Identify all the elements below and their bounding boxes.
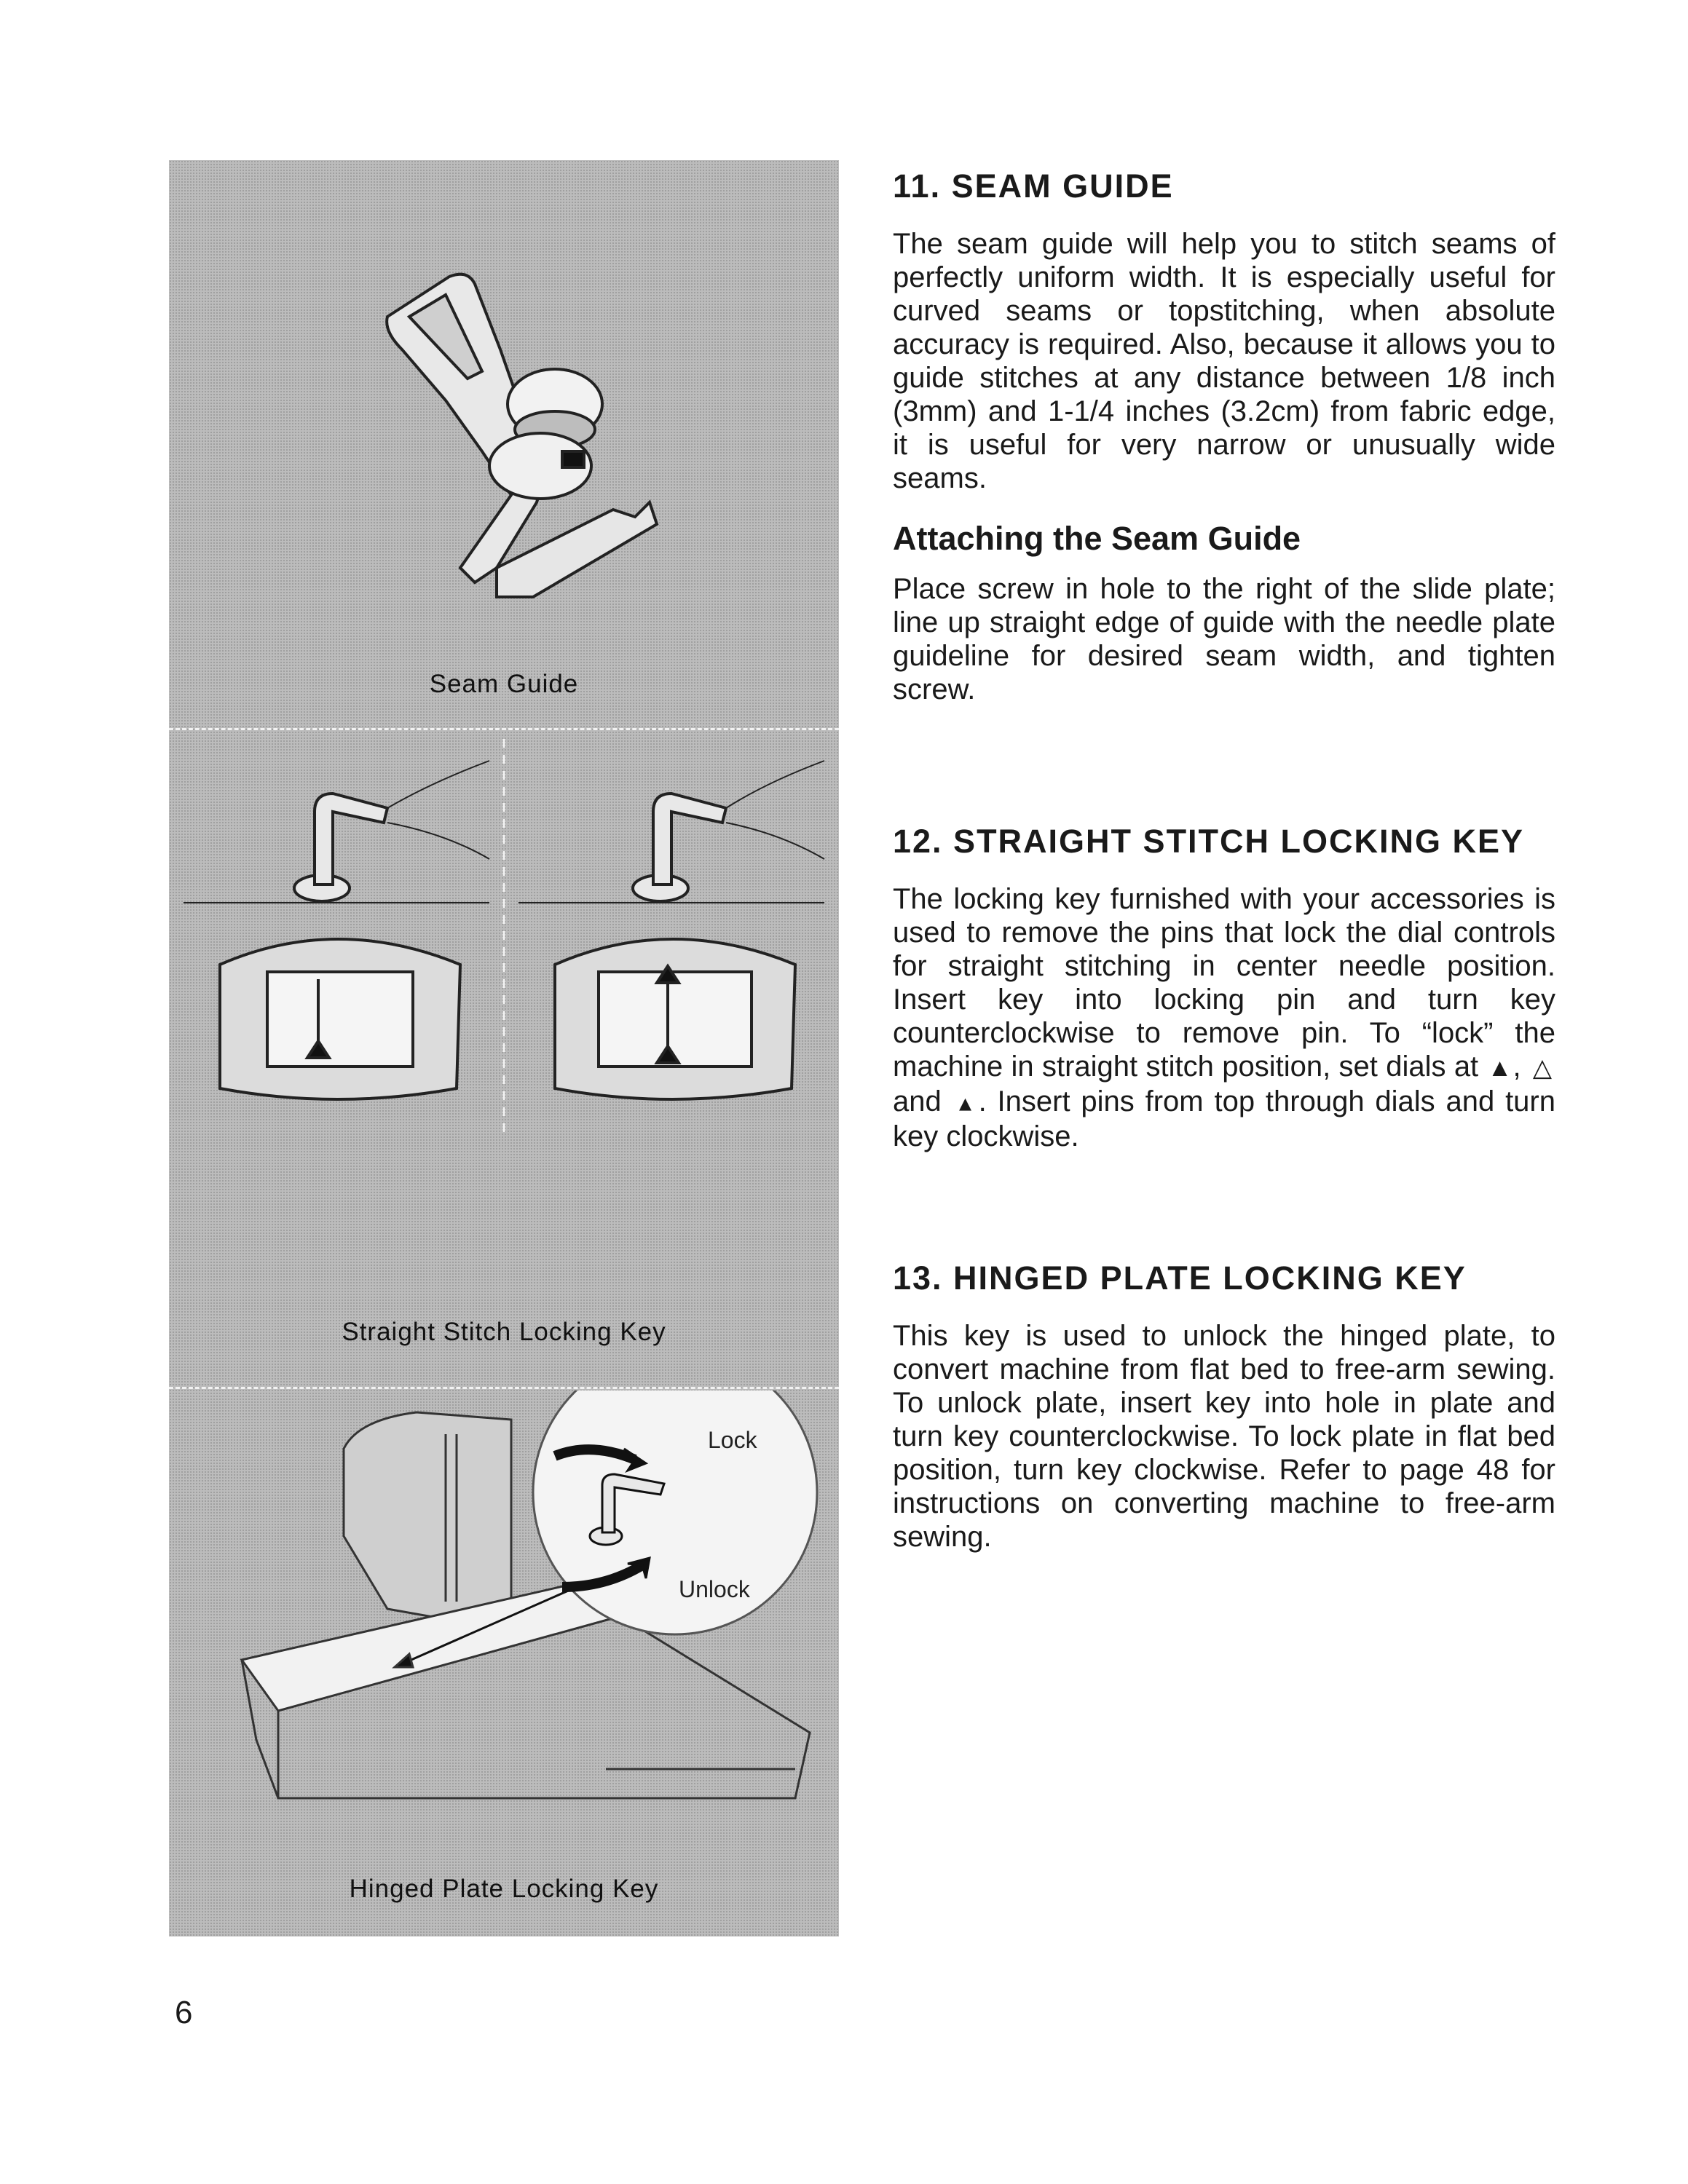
section-seam-guide — [893, 167, 1555, 706]
lock-label: Lock — [708, 1427, 757, 1453]
dial-setting-symbol-b-icon: △ — [1532, 1054, 1553, 1082]
section-body-text: The locking key furnished with your accessories is used to remove the pins that lock the dial controls for straight stitching in center needle position. Insert key into locking pin and turn key counterclockwise to remove pin. To “lock” the machine in straight stitch position, set dials at — [893, 883, 1555, 1083]
illustration-column — [169, 160, 839, 1936]
section-heading: 12. STRAIGHT STITCH LOCKING KEY — [893, 823, 1525, 860]
section-body — [893, 882, 1555, 1153]
seam-guide-panel — [169, 160, 839, 743]
section-hinged-plate — [893, 1259, 1555, 1554]
unlock-label: Unlock — [679, 1576, 750, 1602]
page-number: 6 — [175, 1995, 193, 2030]
dial-setting-symbol-a-icon: ▲ — [1487, 1054, 1513, 1082]
seam-guide-drawing — [169, 160, 839, 743]
section-subheading: Attaching the Seam Guide — [893, 520, 1301, 557]
hinged-plate-drawing — [169, 1390, 839, 1936]
symbol-and: and — [893, 1085, 942, 1117]
section-body: This key is used to unlock the hinged plate, to convert machine from flat bed to free-arm sewing. To unlock plate, insert key into hole in plate and turn key counterclockwise. To lock plate in flat bed position, turn key clockwise. Refer to page 48 for instructions on converting machine to free-arm sewing. — [893, 1320, 1555, 1553]
caption-straight-stitch: Straight Stitch Locking Key — [342, 1318, 666, 1346]
panel-divider — [169, 1387, 839, 1389]
section-body: The seam guide will help you to stitch seams of perfectly uniform width. It is especially useful for curved seams or topstitching, when absolute accuracy is required. Also, because it allows you to guide stitches at any distance between 1/8 inch (3mm) and 1-1/4 inches (3.2cm) from fabric edge, it is useful for very narrow or unusually wide seams. — [893, 228, 1555, 494]
panel-divider — [169, 728, 839, 730]
straight-stitch-panel — [169, 732, 839, 1387]
straight-stitch-drawing — [169, 732, 839, 1387]
caption-seam-guide: Seam Guide — [429, 670, 579, 698]
section-heading: 11. SEAM GUIDE — [893, 167, 1174, 205]
hinged-plate-panel — [169, 1390, 839, 1936]
symbol-separator: , — [1513, 1051, 1521, 1083]
dial-setting-symbol-c-icon: ▴ — [959, 1089, 972, 1117]
section-straight-stitch — [893, 823, 1555, 1153]
section-heading: 13. HINGED PLATE LOCKING KEY — [893, 1259, 1467, 1297]
section-subbody: Place screw in hole to the right of the slide plate; line up straight edge of guide with the needle plate guideline for desired seam width, and tighten screw. — [893, 573, 1555, 705]
section-body-end: . Insert pins from top through dials and turn key clockwise. — [893, 1085, 1555, 1152]
caption-hinged-plate: Hinged Plate Locking Key — [349, 1875, 659, 1903]
